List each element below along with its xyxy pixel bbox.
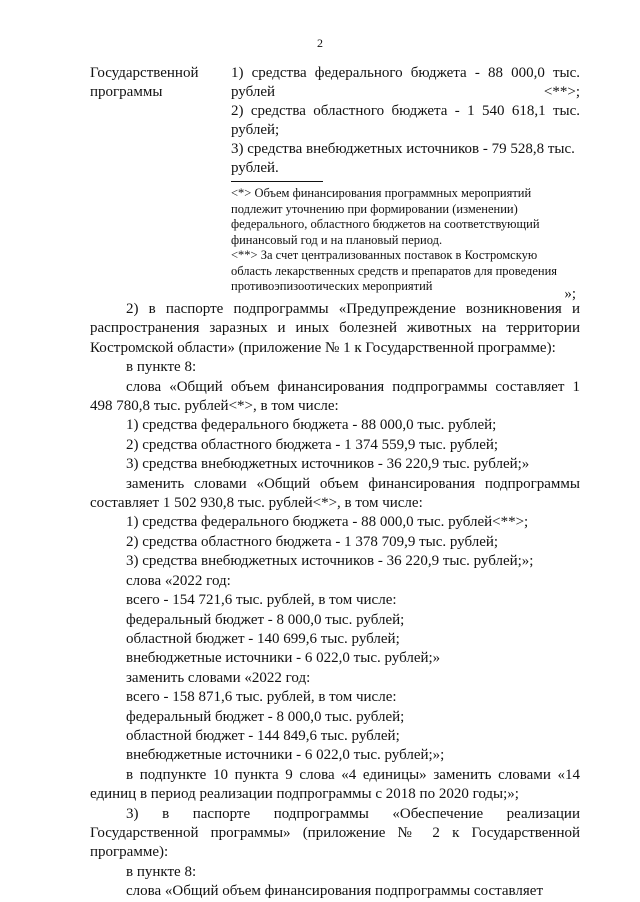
table-left-cell: Государственной программы [90,65,199,100]
paragraph: внебюджетные источники - 6 022,0 тыс. рублей;» [126,650,441,667]
paragraph: 2) средства областного бюджета - 1 374 559,9 тыс. рублей; [126,436,499,453]
closing-quote: »; [564,286,576,302]
paragraph: слова «2022 год: [126,572,231,589]
footnote-separator [231,181,323,182]
paragraph: в пункте 8: [126,863,197,880]
paragraph: всего - 154 721,6 тыс. рублей, в том числе: [126,592,397,609]
footnote-1: <*> Объем финансирования программных мероприятий подлежит уточнению при формировании (изменении) федерального, областного бюджетов на соответствующий финансовый год и на плановый период. [231,186,540,247]
document-body [90,300,580,902]
paragraph: областной бюджет - 140 699,6 тыс. рублей; [126,630,400,647]
paragraph: 2) в паспорте подпрограммы «Предупреждение возникновения и распространения заразных и иных болезней животных на территории Костромской области» (приложение № 1 к Государственной программе): [90,301,580,356]
paragraph: 3) средства внебюджетных источников - 36 220,9 тыс. рублей;»; [126,553,534,570]
paragraph: в пункте 8: [126,359,197,376]
table-line-federal: 1) средства федерального бюджета - 88 000,0 тыс. рублей <**>; [231,65,580,100]
table-line-regional: 2) средства областного бюджета - 1 540 618,1 тыс. рублей; [231,103,580,138]
footnote-2: <**> За счет централизованных поставок в Костромскую область лекарственных средств и препаратов для проведения противоэпизоотических мероприятий [231,248,558,293]
paragraph: заменить словами «2022 год: [126,669,311,686]
paragraph: заменить словами «Общий объем финансирования подпрограммы составляет 1 502 930,8 тыс. рублей<*>, в том числе: [90,475,580,512]
paragraph: слова «Общий объем финансирования подпрограммы составляет [126,883,544,900]
paragraph: всего - 158 871,6 тыс. рублей, в том числе: [126,689,397,706]
paragraph: в подпункте 10 пункта 9 слова «4 единицы» заменить словами «14 единиц в период реализации подпрограммы с 2018 по 2020 годы;»; [90,766,580,803]
paragraph: слова «Общий объем финансирования подпрограммы составляет 1 498 780,8 тыс. рублей<*>, в том числе: [90,378,580,415]
paragraph: 1) средства федерального бюджета - 88 000,0 тыс. рублей; [126,417,497,434]
table-line-extrabudgetary: 3) средства внебюджетных источников - 79 528,8 тыс. рублей. [231,141,575,176]
paragraph: 3) средства внебюджетных источников - 36 220,9 тыс. рублей;» [126,456,530,473]
paragraph: областной бюджет - 144 849,6 тыс. рублей; [126,727,400,744]
paragraph: федеральный бюджет - 8 000,0 тыс. рублей; [126,708,405,725]
paragraph: 3) в паспорте подпрограммы «Обеспечение реализации Государственной программы» (приложение № 2 к Государственной программе): [90,805,580,861]
paragraph: 1) средства федерального бюджета - 88 000,0 тыс. рублей<**>; [126,514,529,531]
paragraph: внебюджетные источники - 6 022,0 тыс. рублей;»; [126,747,445,764]
page-number: 2 [317,36,323,50]
paragraph: 2) средства областного бюджета - 1 378 709,9 тыс. рублей; [126,533,499,550]
paragraph: федеральный бюджет - 8 000,0 тыс. рублей; [126,611,405,628]
table-right-cell [231,64,580,178]
